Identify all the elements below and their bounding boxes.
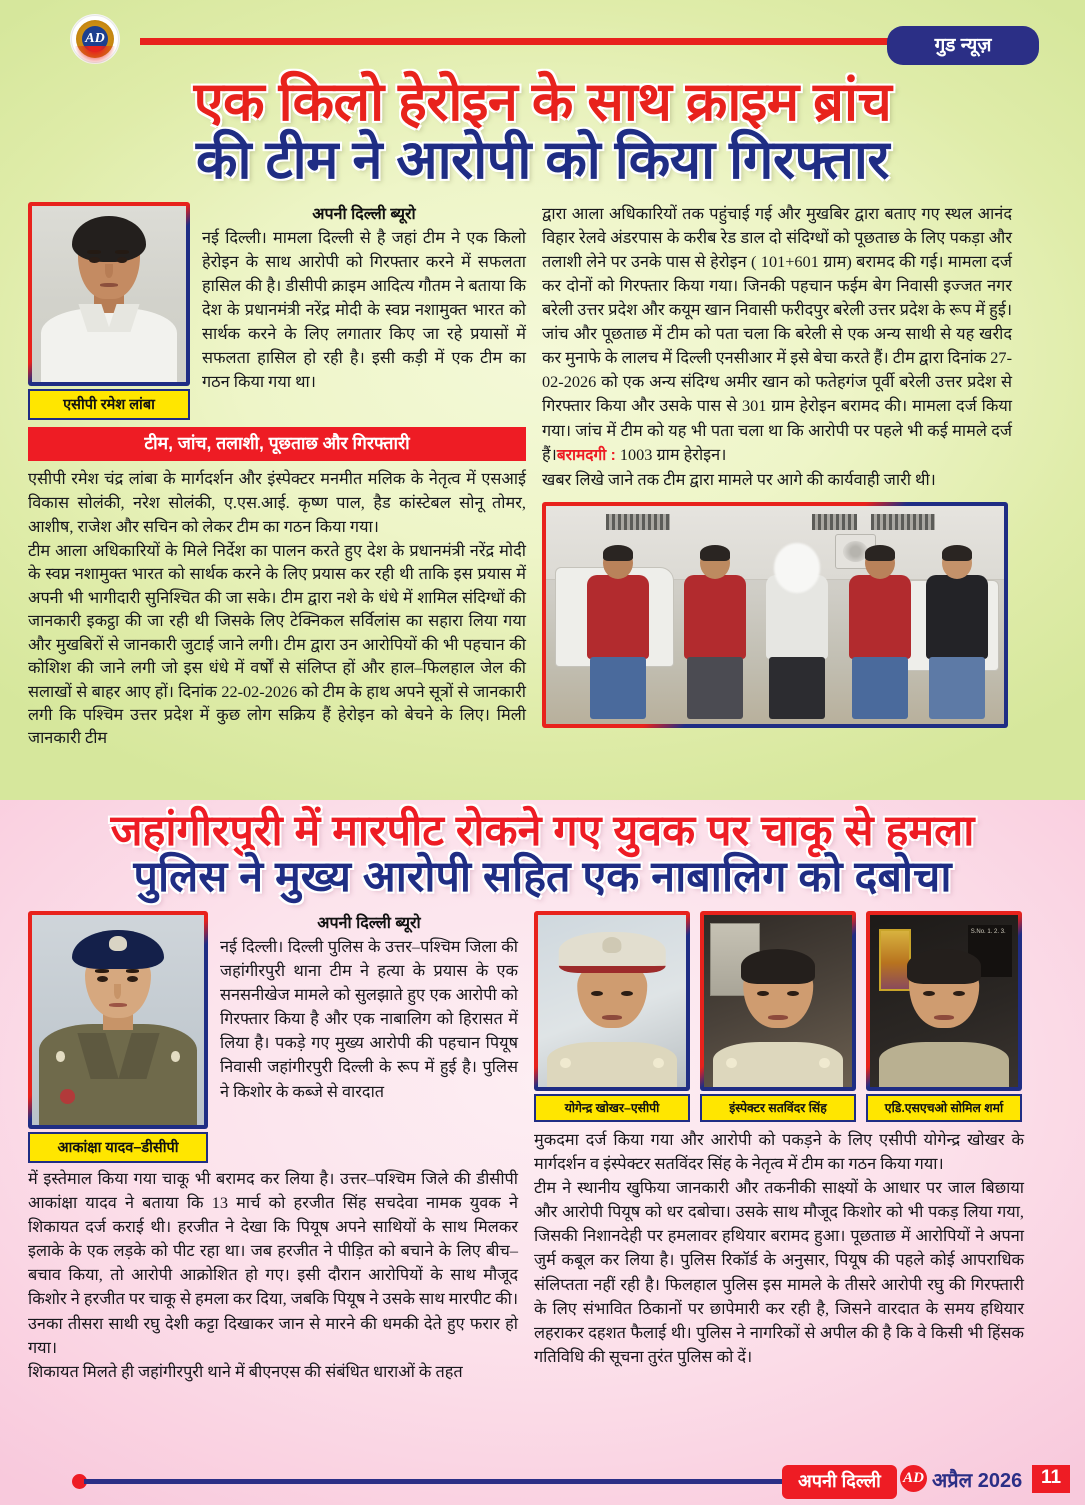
photo-frame	[866, 911, 1022, 1091]
notice-board-text: S.No. 1. 2. 3.	[968, 925, 1012, 977]
page-header	[28, 10, 1057, 72]
article-1-red-banner: टीम, जांच, तलाशी, पूछताछ और गिरफ्तारी	[28, 427, 526, 461]
photo-frame	[700, 911, 856, 1091]
article-1-left-para-1: नई दिल्ली। मामला दिल्ली से है जहां टीम ने एक किलो हेरोइन के साथ आरोपी को गिरफ्तार करने में सफलता हासिल की है। डीसीपी क्राइम आदित्य गौतम ने बताया कि देश के प्रधानमंत्री नरेंद्र मोदी के स्वप्न नशामुक्त भारत को सार्थक करने के लिए लगातार किए जा रहे प्रयासों में सफलता हासिल हो रही है। इसी कड़ी में एक टीम का गठन किया गया था।	[202, 227, 526, 392]
article-2-right-para-2: टीम ने स्थानीय खुफिया जानकारी और तकनीकी साक्ष्यों के आधार पर जाल बिछाया और आरोपी पियूष को धर दबोचा। उसके साथ मौजूद किशोर को भी पकड़ लिया गया, जिसकी निशानदेही पर हमलावर हथियार बरामद हुआ। पूछताछ में आरोपियों ने अपना जुर्म कबूल कर लिया है। पुलिस रिकॉर्ड के अनुसार, पियूष की पहले कोई आपराधिक संलिप्तता नहीं रही है। फिलहाल पुलिस इस मामले के तीसरे आरोपी रघु की गिरफ्तारी के लिए संभावित ठिकानों पर छापेमारी कर रही है, जिसने वारदात के समय हथियार लहराकर दहशत फैलाई थी। पुलिस ने नागरिकों से अपील की है कि वे किसी भी हिंसक गतिविधि की सूचना तुरंत पुलिस को दें।	[534, 1178, 1024, 1366]
photo-frame	[542, 502, 1008, 728]
article-2-section	[0, 800, 1085, 1505]
acp-photo-caption: एसीपी रमेश लांबा	[28, 389, 190, 420]
page-footer	[0, 1443, 1085, 1505]
article-2-left-para-1: नई दिल्ली। दिल्ली पुलिस के उत्तर–पश्चिम जिला की जहांगीरपुरी थाना टीम ने हत्या के प्रयास के एक सनसनीखेज मामले को सुलझाते हुए एक आरोपी को गिरफ्तार किया है और एक नाबालिग को हिरासत में लिया है। पकड़े गए मुख्य आरोपी की पहचान पियूष निवासी जहांगीरपुरी दिल्ली के रूप में हुई है। पुलिस ने किशोर के कब्जे से वारदात	[220, 936, 518, 1101]
publication-logo-icon	[63, 13, 125, 71]
officer-photo-cell	[534, 911, 690, 1122]
officer-photo-cell	[866, 911, 1022, 1122]
officer-photo-inspector	[704, 915, 852, 1087]
article-1-headline	[28, 74, 1057, 190]
article-1-byline: अपनी दिल्ली ब्यूरो	[312, 205, 416, 223]
headline-2-line-2: पुलिस ने मुख्य आरोपी सहित एक नाबालिग को दबोचा	[133, 853, 952, 902]
footer-logo-icon: AD	[900, 1465, 927, 1492]
headline-2-line-1: जहांगीरपुरी में मारपीट रोकने गए युवक पर चाकू से हमला	[110, 807, 975, 855]
header-rule	[140, 38, 900, 45]
photo-frame	[28, 911, 208, 1129]
article-1-right-para-2: खबर लिखे जाने तक टीम द्वारा मामले पर आगे की कार्यवाही जारी थी।	[542, 469, 936, 489]
officer-caption-1: योगेन्द्र खोखर–एसीपी	[534, 1094, 690, 1122]
headline-line-1: एक किलो हेरोइन के साथ क्राइम ब्रांच	[193, 72, 892, 132]
article-1-left-column	[28, 202, 526, 750]
officer-photo-addl-sho	[870, 915, 1018, 1087]
footer-issue-date: अप्रैल 2026	[932, 1470, 1023, 1492]
good-news-badge: गुड न्यूज़	[887, 26, 1039, 65]
arrest-group-photo-block	[542, 502, 1008, 728]
recovery-label: बरामदगी :	[556, 446, 616, 464]
footer-page-number: 11	[1032, 1465, 1070, 1493]
article-1-left-para-3: टीम आला अधिकारियों के मिले निर्देश का पालन करते हुए देश के प्रधानमंत्री नरेंद्र मोदी के स्वप्न नशामुक्त भारत को सार्थक करने के लिए प्रयास कर रही थी ताकि इस प्रयास में अपनी भी भागीदारी सुनिश्चित की जा सके। टीम द्वारा नशे के धंधे में शामिल संदिग्धों की जानकारी इकट्ठा की जा रही थी जिसके लिए टेक्निकल सर्विलांस का सहारा लिया गया और मुखबिरों से जानकारी जुटाई जाने लगी। टीम द्वारा उन आरोपियों की भी पहचान की कोशिश की जाने लगी जो इस धंधे में वर्षों से संलिप्त हों और हाल–फिलहाल जेल की सलाखों से बाहर आए हों। दिनांक 22-02-2026 को टीम के हाथ अपने सूत्रों से जानकारी लगी कि पश्चिम उत्तर प्रदेश में कुछ लोग सक्रिय हैं हेरोइन को बेचने के लिए। मिली जानकारी टीम	[28, 540, 526, 748]
acp-photo-block	[28, 202, 190, 420]
dcp-photo-caption: आकांक्षा यादव–डीसीपी	[28, 1132, 208, 1163]
acp-portrait-photo	[32, 206, 186, 382]
footer-publication-name: अपनी दिल्ली	[782, 1465, 897, 1499]
article-2-left-para-2: में इस्तेमाल किया गया चाकू भी बरामद कर लिया है। उत्तर–पश्चिम जिले की डीसीपी आकांक्षा यादव ने बताया कि 13 मार्च को हरजीत सिंह सचदेवा नामक युवक ने शिकायत दर्ज कराई थी। हरजीत ने देखा कि पियूष अपने साथियों के साथ मिलकर इलाके के एक लड़के को पीट रहा था। जब हरजीत ने पीड़ित को बचाने के लिए बीच–बचाव किया, तो आरोपी आक्रोशित हो गए। इसी दौरान आरोपियों के साथ मौजूद किशोर ने हरजीत पर चाकू से हमला कर दिया, जबकि पियूष ने उसके साथ मारपीट की। उनका तीसरा साथी रघु देशी कट्टा दिखाकर जान से मारने की धमकी देते हुए फरार हो गया।	[28, 1168, 518, 1357]
article-2-right-column	[534, 911, 1024, 1384]
article-2-left-column	[28, 911, 518, 1384]
article-2-byline: अपनी दिल्ली ब्यूरो	[317, 914, 421, 932]
photo-frame	[28, 202, 190, 386]
dcp-portrait-photo	[32, 915, 204, 1125]
article-1-left-para-2: एसीपी रमेश चंद्र लांबा के मार्गदर्शन और इंस्पेक्टर मनमीत मलिक के नेतृत्व में एसआई विकास सोलंकी, नरेश सोलंकी, ए.एस.आई. कृष्ण पाल, हैड कांस्टेबल सोनू तोमर, आशीष, राजेश और सचिन को लेकर टीम का गठन किया गया।	[28, 468, 526, 536]
article-2-right-para-1: मुकदमा दर्ज किया गया और आरोपी को पकड़ने के लिए एसीपी योगेन्द्र खोखर के मार्गदर्शन व इंस्पेक्टर सतविंदर सिंह के नेतृत्व में टीम का गठन किया गया।	[534, 1129, 1024, 1173]
officer-photo-cell	[700, 911, 856, 1122]
officer-caption-2: इंस्पेक्टर सतविंदर सिंह	[700, 1094, 856, 1122]
right-para-1-text: द्वारा आला अधिकारियों तक पहुंचाई गई और मुखबिर द्वारा बताए गए स्थल आनंद विहार रेलवे अंडरपास के करीब रेड डाल दो संदिग्धों को पूछताछ के लिए पकड़ा और तलाशी लेने पर उनके पास से हेरोइन ( 101+601 ग्राम) बरामद की गई। मामला दर्ज कर दोनों को गिरफ्तार किया गया। जिनकी पहचान फईम बेग निवासी इज्जत नगर बरेली उत्तर प्रदेश और कयूम खान निवासी फरीदपुर बरेली उत्तर प्रदेश के रूप में हुई। जांच और पूछताछ में टीम को पता चला कि बरेली से एक अन्य साथी से यह खरीद कर मुनाफे के लालच में दिल्ली एनसीआर में इसे बेचा करते हैं। टीम द्वारा दिनांक 27-02-2026 को एक अन्य संदिग्ध अमीर खान को फतेहगंज पूर्वी बरेली उत्तर प्रदेश से गिरफ्तार किया और उसके पास से 301 ग्राम हेरोइन बरामद की। मामला दर्ज किया गया। जांच में टीम को यह भी पता चला था कि आरोपी पर पहले भी कई मामले दर्ज हैं।	[542, 203, 1012, 464]
officer-caption-3: एडि.एसएचओ सोमिल शर्मा	[866, 1094, 1022, 1122]
blurred-face-region	[774, 543, 820, 593]
headline-line-2: की टीम ने आरोपी को किया गिरफ्तार	[195, 129, 889, 190]
photo-frame	[534, 911, 690, 1091]
footer-rule	[84, 1479, 784, 1484]
officer-photo-row	[534, 911, 1024, 1122]
logo-monogram: AD	[82, 26, 108, 52]
article-1-right-column	[542, 202, 1012, 750]
officer-photo-acp	[538, 915, 686, 1087]
article-2-headline	[28, 808, 1057, 901]
dcp-photo-block	[28, 911, 208, 1163]
article-2-left-para-3: शिकायत मिलते ही जहांगीरपुरी थाने में बीएनएस की संबंधित धाराओं के तहत	[28, 1361, 463, 1381]
article-1-right-para-1	[542, 202, 1012, 468]
arrest-group-photo	[546, 506, 1004, 724]
recovery-value: 1003 ग्राम हेरोइन।	[615, 444, 727, 464]
